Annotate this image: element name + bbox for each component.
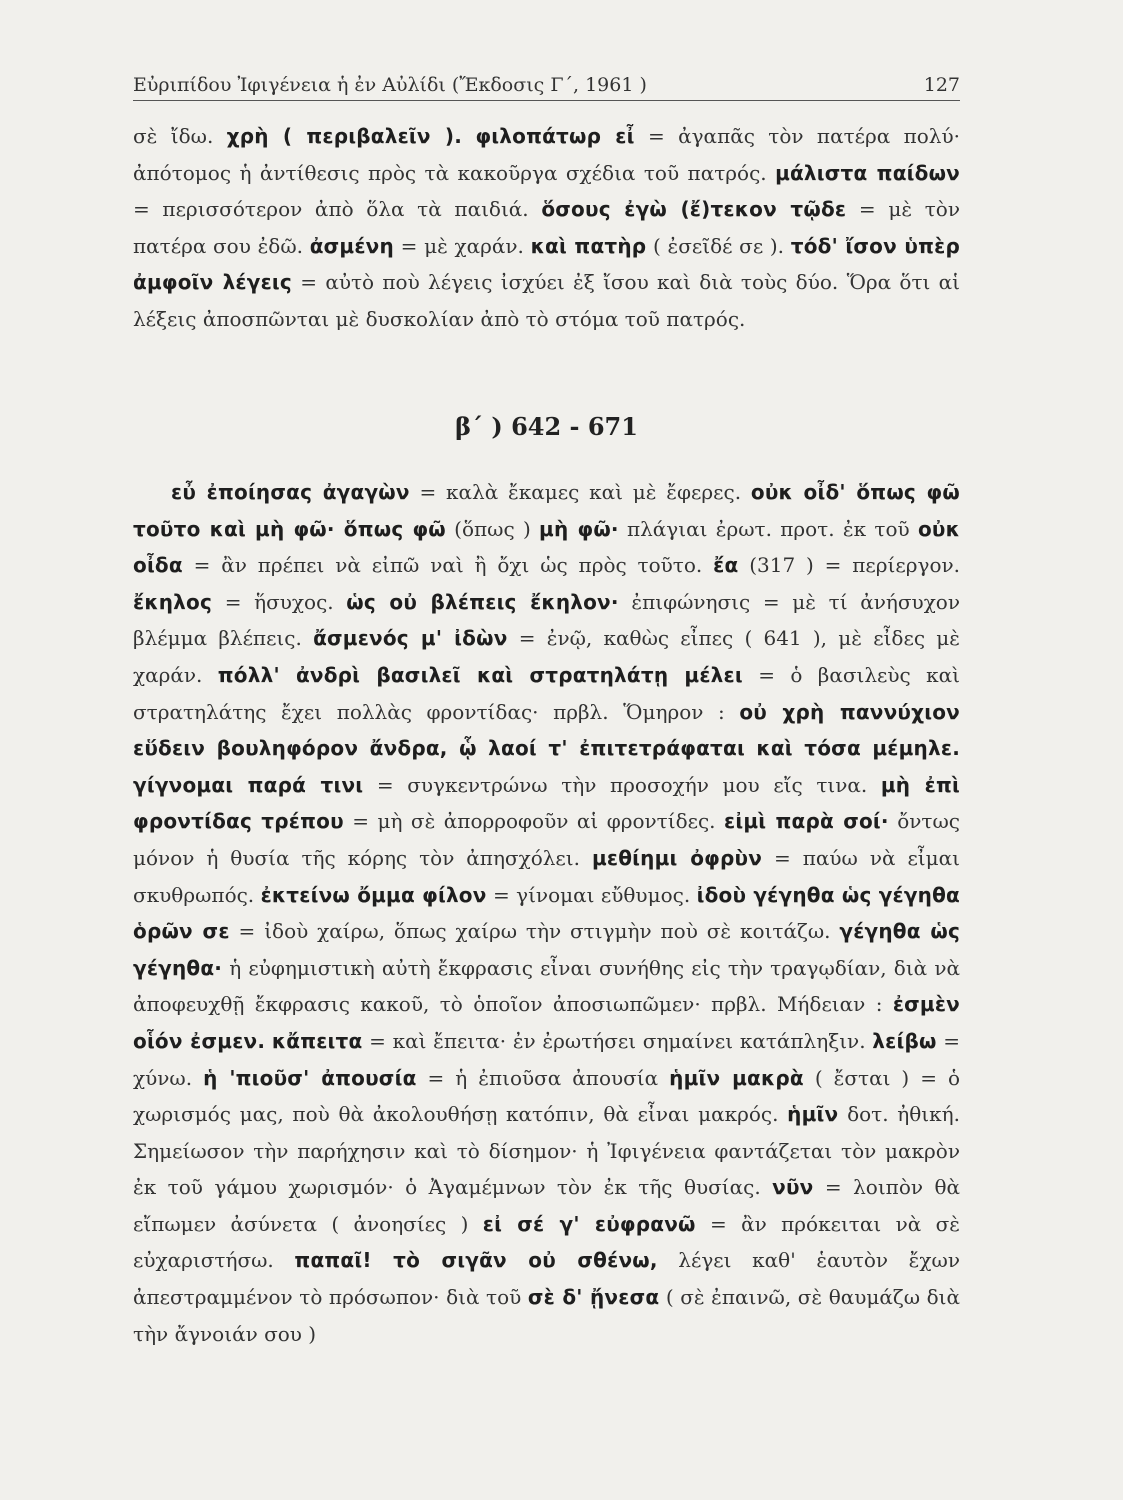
gloss-text: = λοιπὸν θὰ εἴπωμεν ἀσύνετα ( ἀνοησίες ) [133,1175,961,1236]
page-header [133,70,960,101]
lemma-text: φιλοπάτωρ εἶ [475,124,635,148]
lemma-text: μὴ ἐπὶ φροντίδας τρέπου [133,772,960,834]
commentary-paragraph-2 [133,474,960,1352]
lemma-text: ἡ 'πιοῦσ' ἀπουσία [203,1065,417,1090]
lemma-text: καὶ πατὴρ [530,233,647,258]
gloss-text: ( ἐσεῖδέ σε ). [646,233,791,258]
gloss-text: = γίνομαι εὔθυμος. [486,882,697,907]
gloss-text: ἐπιφώνησις = μὲ τί ἀνήσυχον βλέμμα βλέπεις. [133,589,961,651]
lemma-text: οὐκ οἶδα [133,516,960,578]
lemma-text: ἀσμένη [309,233,394,258]
lemma-text: μάλιστα παίδων [775,160,960,185]
gloss-text [462,124,475,148]
gloss-text: = ὁ βασιλεὺς καὶ στρατηλάτης ἔχει πολλὰς φροντίδας· πρβλ. Ὅμηρον : [133,662,960,724]
gloss-text: = περισσότερον ἀπὸ ὅλα τὰ παιδιά. [133,197,542,222]
lemma-text: εἰμὶ παρὰ σοί· [724,809,889,834]
gloss-text: = ἀγαπᾶς τὸν πατέρα πολύ· ἀπότομος ἡ ἀντίθεσις πρὸς τὰ κακοῦργα σχέδια τοῦ πατρός. [133,124,961,185]
lemma-text: γέγηθα ὡς γέγηθα· [133,919,960,980]
gloss-text: = ἂν πρέπει νὰ εἰπῶ ναὶ ἢ ὄχι ὡς πρὸς τοῦτο. [182,553,714,578]
lemma-text: οὐ χρὴ παννύχιον εὕδειν βουληφόρον ἄνδρα, ᾧ λαοί τ' ἐπιτετράφαται καὶ τόσα μέμηλε. [133,699,960,761]
lemma-text: πόλλ' ἀνδρὶ βασιλεῖ καὶ στρατηλάτῃ μέλει [217,662,743,687]
lemma-text: μὴ φῶ· [539,516,619,541]
lemma-text: ὅσους ἐγὼ (ἔ)τεκον τῷδε [541,197,847,222]
lemma-text: χρὴ ( περιβαλεῖν ). [226,124,463,148]
gloss-text: ὄντως μόνον ἡ θυσία τῆς κόρης τὸν ἀπησχόλει. [133,809,960,870]
lemma-text: ἰδοὺ γέγηθα ὡς γέγηθα ὁρῶν σε [133,882,960,944]
gloss-text: = ἡ ἐπιοῦσα ἀπουσία [416,1065,670,1090]
lemma-text: εἰ σέ γ' εὐφρανῶ [482,1211,696,1236]
gloss-text: = χύνω. [133,1028,960,1090]
gloss-text: (ὅπως ) [445,516,540,541]
gloss-text: = μὲ τὸν πατέρα σου ἐδῶ. [133,197,960,258]
commentary-paragraph-1 [133,118,960,338]
lemma-text: κἄπειτα [271,1028,363,1053]
lemma-text: σὲ δ' ᾔνεσα [527,1285,660,1310]
lemma-text: οὐκ οἶδ' ὅπως φῶ τοῦτο καὶ μὴ φῶ· ὅπως φῶ [133,480,960,541]
lemma-text: ἐσμὲν οἷόν ἐσμεν. [133,992,960,1053]
lemma-text: ὡς οὐ βλέπεις ἔκηλον· [346,589,619,614]
page-number: 127 [923,74,960,96]
lemma-text: ἡμῖν μακρὰ [669,1065,804,1090]
gloss-text: = μὴ σὲ ἀπορροφοῦν αἱ φροντίδες. [343,809,724,834]
gloss-text: = μὲ χαράν. [393,233,531,258]
gloss-text: πλάγιαι ἐρωτ. προτ. ἐκ τοῦ [618,516,918,541]
gloss-text: ( σὲ ἐπαινῶ, σὲ θαυμάζω διὰ τὴν ἄγνοιάν σου ) [133,1285,961,1346]
gloss-text: (317 ) = περίεργον. [738,553,961,578]
gloss-text: = ἂν πρόκειται νὰ σὲ εὐχαριστήσω. [133,1211,960,1273]
gloss-text: ἡ εὐφημιστικὴ αὐτὴ ἔκφρασις εἶναι συνήθης εἰς τὴν τραγῳδίαν, διὰ νὰ ἀποφευχθῇ ἔκφρασις κακοῦ, τὸ ὁποῖον ἀποσιωπῶμεν· πρβλ. Μήδειαν : [133,955,960,1017]
gloss-text: ( ἔσται ) = ὁ χωρισμός μας, ποὺ θὰ ἀκολουθήσῃ κατόπιν, θὰ εἶναι μακρός. [133,1065,961,1127]
gloss-text: = καὶ ἔπειτα· ἐν ἐρωτήσει σημαίνει κατάπληξιν. [362,1028,873,1053]
lemma-text: γίγνομαι παρά τινι [133,772,364,797]
lemma-text: μεθίημι ὀφρὺν [591,845,763,870]
lemma-text: λείβω [872,1028,937,1053]
running-head: Εὐριπίδου Ἰφιγένεια ἡ ἐν Αὐλίδι (Ἔκδοσις Γ΄, 1961 ) [133,74,647,96]
lemma-text: τόδ' ἴσον ὑπὲρ ἀμφοῖν λέγεις [133,233,960,295]
gloss-text: = ἐνῷ, καθὼς εἶπες ( 641 ), μὲ εἶδες μὲ χαράν. [133,626,960,687]
gloss-text: = παύω νὰ εἶμαι σκυθρωπός. [133,845,960,907]
gloss-text [265,1029,272,1053]
gloss-text: = καλὰ ἔκαμες καὶ μὲ ἔφερες. [409,480,751,504]
gloss-text: = συγκεντρώνω τὴν προσοχήν μου εἴς τινα. [363,772,881,797]
lemma-text: νῦν [772,1175,814,1200]
gloss-text: = ἰδοὺ χαίρω, ὅπως χαίρω τὴν στιγμὴν ποὺ σὲ κοιτάζω. [229,919,840,944]
lemma-text: ἄσμενός μ' ἰδὼν [313,626,508,651]
lemma-text: ἔκηλος [133,589,213,614]
section-heading: β΄ ) 642 - 671 [455,412,638,441]
lemma-text: ἡμῖν [787,1102,839,1127]
gloss-text: λέγει καθ' ἑαυτὸν ἔχων ἀπεστραμμένον τὸ πρόσωπον· διὰ τοῦ [133,1248,960,1310]
lemma-text: εὖ ἐποίησας ἀγαγὼν [171,480,410,504]
gloss-text: σὲ ἴδω. [133,124,227,148]
lemma-text: ἔα [713,553,739,578]
gloss-text: δοτ. ἠθική. Σημείωσον τὴν παρήχησιν καὶ τὸ δίσημον· ἡ Ἰφιγένεια φαντάζεται τὸν μακρὸν ἐκ τοῦ γάμου χωρισμόν· ὁ Ἀγαμέμνων τὸν ἐκ τῆς θυσίας. [133,1102,960,1200]
gloss-text: = ἥσυχος. [212,589,347,614]
lemma-text: παπαῖ! τὸ σιγᾶν οὐ σθένω, [294,1248,658,1273]
gloss-text: = αὐτὸ ποὺ λέγεις ἰσχύει ἐξ ἴσου καὶ διὰ τοὺς δύο. Ὅρα ὅτι αἱ λέξεις ἀποσπῶνται μὲ δυσκολίαν ἀπὸ τὸ στόμα τοῦ πατρός. [133,270,961,331]
lemma-text: ἐκτείνω ὄμμα φίλον [260,882,487,907]
